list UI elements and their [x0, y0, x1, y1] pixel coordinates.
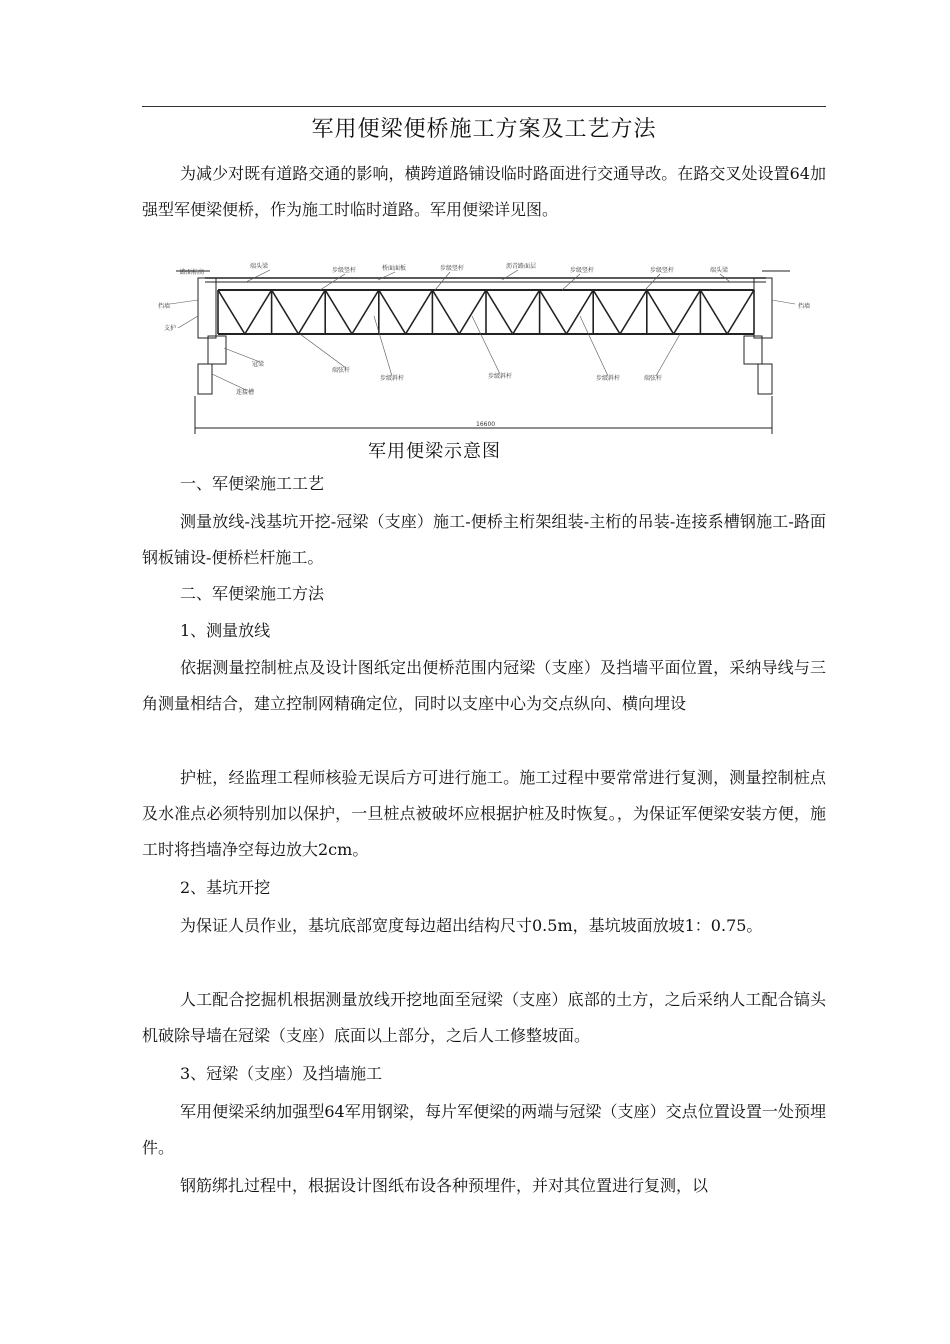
header-rule	[142, 106, 826, 107]
sub1-heading: 1、测量放线	[180, 621, 271, 640]
truss-diagonal	[727, 290, 754, 334]
truss-diagonal	[540, 290, 567, 334]
truss-diagonal	[486, 290, 513, 334]
truss-diagonal	[566, 290, 593, 334]
label-support: 支护	[164, 325, 177, 332]
truss-diagonal	[352, 290, 379, 334]
label-wall-left: 挡墙	[158, 303, 171, 310]
truss-diagonal	[245, 290, 272, 334]
sub2-heading: 2、基坑开挖	[180, 878, 271, 897]
label-vert-left: 步级竖杆	[332, 267, 357, 274]
label-diag-2: 步级斜杆	[488, 373, 513, 380]
sub1-paragraph-2: 护桩，经监理工程师核验无误后方可进行施工。施工过程中要常常进行复测，测量控制桩点及水准点必须特别加以保护，一旦桩点被破坏应根据护桩及时恢复。，为保证军便梁安装方便，施工时将挡墙净空每边放大2cm。	[142, 768, 826, 859]
document-title: 军用便梁便桥施工方案及工艺方法	[311, 117, 657, 142]
label-deck: 桥面面板	[382, 265, 407, 272]
label-vert-3: 步级竖杆	[570, 267, 595, 274]
truss-members	[218, 290, 754, 334]
right-pile	[758, 364, 772, 394]
truss-diagonal	[432, 290, 459, 334]
left-pile	[198, 364, 212, 394]
truss-diagonal	[379, 290, 406, 334]
sub3-heading: 3、冠梁（支座）及挡墙施工	[180, 1064, 383, 1083]
right-cap	[744, 336, 762, 364]
label-end-chord-2: 端弦杆	[644, 375, 663, 382]
truss-diagonal	[218, 290, 245, 334]
sub1-paragraph-1: 依据测量控制桩点及设计图纸定出便桥范围内冠梁（支座）及挡墙平面位置，采纳导线与三角测量相结合，建立控制网精确定位，同时以支座中心为交点纵向、横向埋设	[142, 658, 826, 713]
label-end-beam-right: 端头梁	[710, 267, 729, 274]
label-connector: 连接槽	[236, 389, 255, 396]
truss-diagonal	[647, 290, 674, 334]
label-vert-2: 步级竖杆	[440, 265, 465, 272]
right-wall	[754, 278, 772, 338]
truss-diagonal	[700, 290, 727, 334]
label-end-chord: 端弦杆	[332, 367, 351, 374]
label-dimension: 16600	[476, 421, 496, 428]
section1-text: 测量放线-浅基坑开挖-冠梁（支座）施工-便桥主桁架组装-主桁的吊装-连接系槽钢施工-路面钢板铺设-便桥栏杆施工。	[142, 512, 826, 567]
label-vert-4: 步级竖杆	[650, 267, 675, 274]
truss-diagonal	[325, 290, 352, 334]
label-wall-right: 挡墙	[798, 303, 811, 310]
sub2-paragraph-2: 人工配合挖掘机根据测量放线开挖地面至冠梁（支座）底部的土方，之后采纳人工配合镐头机破除导墙在冠梁（支座）底面以上部分，之后人工修整坡面。	[142, 990, 826, 1045]
truss-diagonal	[272, 290, 299, 334]
truss-diagonal	[459, 290, 486, 334]
label-road-elev: 路面标高	[180, 269, 205, 276]
label-asphalt: 沥青路面层	[506, 263, 537, 270]
sub3-paragraph-1: 军用便梁采纳加强型64军用钢梁，每片军便梁的两端与冠梁（支座）交点位置设置一处预埋件。	[142, 1102, 826, 1157]
truss-diagonal	[298, 290, 325, 334]
label-diag-3: 步级斜杆	[596, 375, 621, 382]
leader-lines	[170, 270, 795, 390]
truss-diagonal	[513, 290, 540, 334]
label-diag-1: 步级斜杆	[380, 375, 405, 382]
figure-caption: 军用便梁示意图	[368, 441, 501, 462]
section2-heading: 二、军便梁施工方法	[180, 584, 325, 603]
left-cap	[208, 336, 226, 364]
sub3-paragraph-2: 钢筋绑扎过程中，根据设计图纸布设各种预埋件，并对其位置进行复测，以	[180, 1176, 709, 1195]
label-cap-beam: 冠梁	[252, 361, 265, 368]
left-wall	[198, 278, 216, 338]
truss-diagonal	[593, 290, 620, 334]
label-end-beam-left: 端头梁	[250, 263, 269, 270]
bridge-diagram	[150, 256, 820, 434]
sub2-paragraph-1: 为保证人员作业，基坑底部宽度每边超出结构尺寸0.5m，基坑坡面放坡1：0.75。	[180, 916, 763, 935]
truss-diagonal	[620, 290, 647, 334]
section1-heading: 一、军便梁施工工艺	[180, 474, 325, 493]
truss-diagonal	[406, 290, 433, 334]
truss-diagonal	[674, 290, 701, 334]
intro-paragraph: 为减少对既有道路交通的影响，横跨道路铺设临时路面进行交通导改。在路交叉处设置64加强型军便梁便桥，作为施工时临时道路。军用便梁详见图。	[142, 164, 826, 219]
